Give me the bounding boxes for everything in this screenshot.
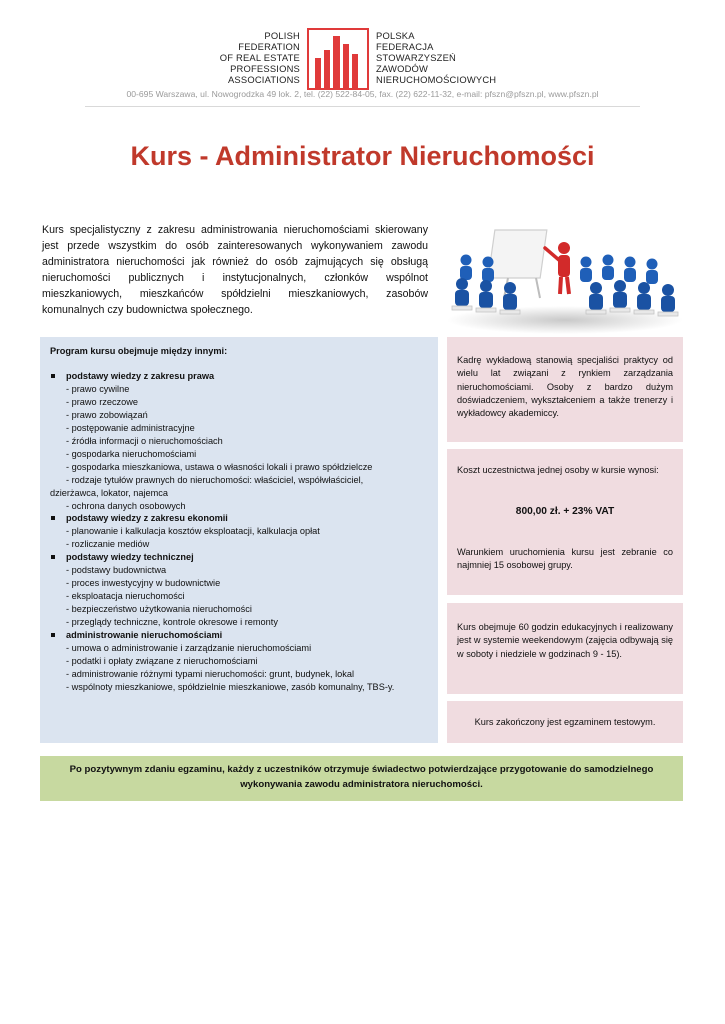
list-item: - podstawy budownictwa <box>66 565 167 576</box>
section-title: administrowanie nieruchomościami <box>66 630 223 641</box>
list-item: - eksploatacja nieruchomości <box>66 591 185 602</box>
list-item-continuation: dzierżawca, lokator, najemca <box>50 487 168 498</box>
org-pl-line: STOWARZYSZEŃ <box>376 52 457 63</box>
bullet-icon <box>51 633 55 637</box>
list-item: - podatki i opłaty związane z nieruchomościami <box>66 655 258 666</box>
list-item: - planowanie i kalkulacja kosztów eksploatacji, kalkulacja opłat <box>66 526 320 537</box>
org-en-line: POLISH <box>264 30 300 41</box>
list-item: - rozliczanie mediów <box>66 539 150 550</box>
org-en-line: OF REAL ESTATE <box>219 52 300 63</box>
list-item: - administrowanie różnymi typami nieruchomości: grunt, budynek, lokal <box>66 668 354 679</box>
hours-text: Kurs obejmuje 60 godzin edukacyjnych i realizowany jest w systemie weekendowym (zajęcia odbywają się w soboty i niedziele w godzinach 9 - 15). <box>457 622 673 659</box>
list-item: - ochrona danych osobowych <box>66 500 186 511</box>
list-item: - źródła informacji o nieruchomościach <box>66 435 223 446</box>
list-item: - umowa o administrowanie i zarządzanie nieruchomościami <box>66 643 312 654</box>
program-panel <box>40 337 438 743</box>
bullet-icon <box>51 374 55 378</box>
list-item: - postępowanie administracyjne <box>66 422 195 433</box>
org-en-line: PROFESSIONS <box>230 63 300 74</box>
org-pl-line: POLSKA <box>376 30 415 41</box>
list-item: - bezpieczeństwo użytkowania nieruchomości <box>66 604 252 615</box>
certificate-text: Po pozytywnym zdaniu egzaminu, każdy z uczestników otrzymuje świadectwo potwierdzające przygotowanie do samodzielnego wykonywania zawodu administratora nieruchomości. <box>69 764 654 790</box>
section-title: podstawy wiedzy z zakresu prawa <box>66 371 215 381</box>
certificate-banner <box>40 756 683 801</box>
list-item: - proces inwestycyjny w budownictwie <box>66 578 221 589</box>
org-pl-line: ZAWODÓW <box>376 63 429 74</box>
org-en-line: FEDERATION <box>238 41 300 52</box>
cost-intro: Koszt uczestnictwa jednej osoby w kursie wynosi: <box>457 465 659 475</box>
list-item: - prawo zobowiązań <box>66 409 148 420</box>
program-section-law <box>50 370 435 383</box>
list-item: - prawo cywilne <box>66 383 130 394</box>
program-list <box>50 370 435 694</box>
list-item: - rodzaje tytułów prawnych do nieruchomości: właściciel, współwłaściciel, <box>66 474 364 485</box>
cost-box <box>447 449 683 595</box>
intro-paragraph: Kurs specjalistyczny z zakresu administrowania nieruchomościami skierowany jest przede wszystkim do osób zainteresowanych wykonywaniem zawodu administratora nieruchomości jak również do osób zajmujących się obsługą nieruchomości publicznych i instytucjonalnych, członków wspólnot mieszkaniowych, mieszkańców spółdzielni mieszkaniowych, zasobów komunalnych czy budownictwa społecznego. <box>42 224 428 316</box>
org-name-polish <box>376 30 516 85</box>
org-pl-line: FEDERACJA <box>376 41 434 52</box>
org-en-line: ASSOCIATIONS <box>227 74 300 85</box>
bullet-icon <box>51 516 55 520</box>
list-item: - prawo rzeczowe <box>66 396 138 407</box>
classroom-illustration <box>446 222 684 334</box>
program-section-technical <box>50 551 435 564</box>
program-section-economics <box>50 512 435 525</box>
bullet-icon <box>51 555 55 559</box>
group-condition: Warunkiem uruchomienia kursu jest zebranie co najmniej 15 osobowej grupy. <box>457 547 673 571</box>
price-value: 800,00 zł. + 23% VAT <box>515 506 615 517</box>
list-item: - gospodarka mieszkaniowa, ustawa o własności lokali i prawo spółdzielcze <box>66 461 373 472</box>
lecturers-box <box>447 337 683 442</box>
org-pl-line: NIERUCHOMOŚCIOWYCH <box>376 74 497 85</box>
lecturers-text: Kadrę wykładową stanowią specjaliści praktycy od wielu lat związani z rynkiem zarządzania nieruchomościami. Osoby z bardzo dużym doświadczeniem, wykształceniem a także trenerzy i wykładowcy akademiccy. <box>457 355 673 419</box>
program-section-administration <box>50 629 435 642</box>
exam-box <box>447 701 683 743</box>
contact-address: 00-695 Warszawa, ul. Nowogrodzka 49 lok. 2, tel. (22) 522-84-05, fax. (22) 622-11-32, e-mail: pfszn@pfszn.pl, www.pfszn.pl <box>126 89 599 99</box>
hours-box <box>447 603 683 694</box>
page-title: Kurs - Administrator Nieruchomości <box>130 141 595 171</box>
list-item: - wspólnoty mieszkaniowe, spółdzielnie mieszkaniowe, zasób komunalny, TBS-y. <box>66 681 395 692</box>
section-title: podstawy wiedzy technicznej <box>66 552 194 563</box>
list-item: - gospodarka nieruchomościami <box>66 448 197 459</box>
header-divider <box>85 106 640 107</box>
program-heading: Program kursu obejmuje między innymi: <box>50 346 228 356</box>
org-name-english <box>200 30 300 85</box>
federation-logo-icon <box>307 28 369 90</box>
section-title: podstawy wiedzy z zakresu ekonomii <box>66 513 228 524</box>
exam-text: Kurs zakończony jest egzaminem testowym. <box>474 717 656 727</box>
list-item: - przeglądy techniczne, kontrole okresowe i remonty <box>66 617 278 628</box>
